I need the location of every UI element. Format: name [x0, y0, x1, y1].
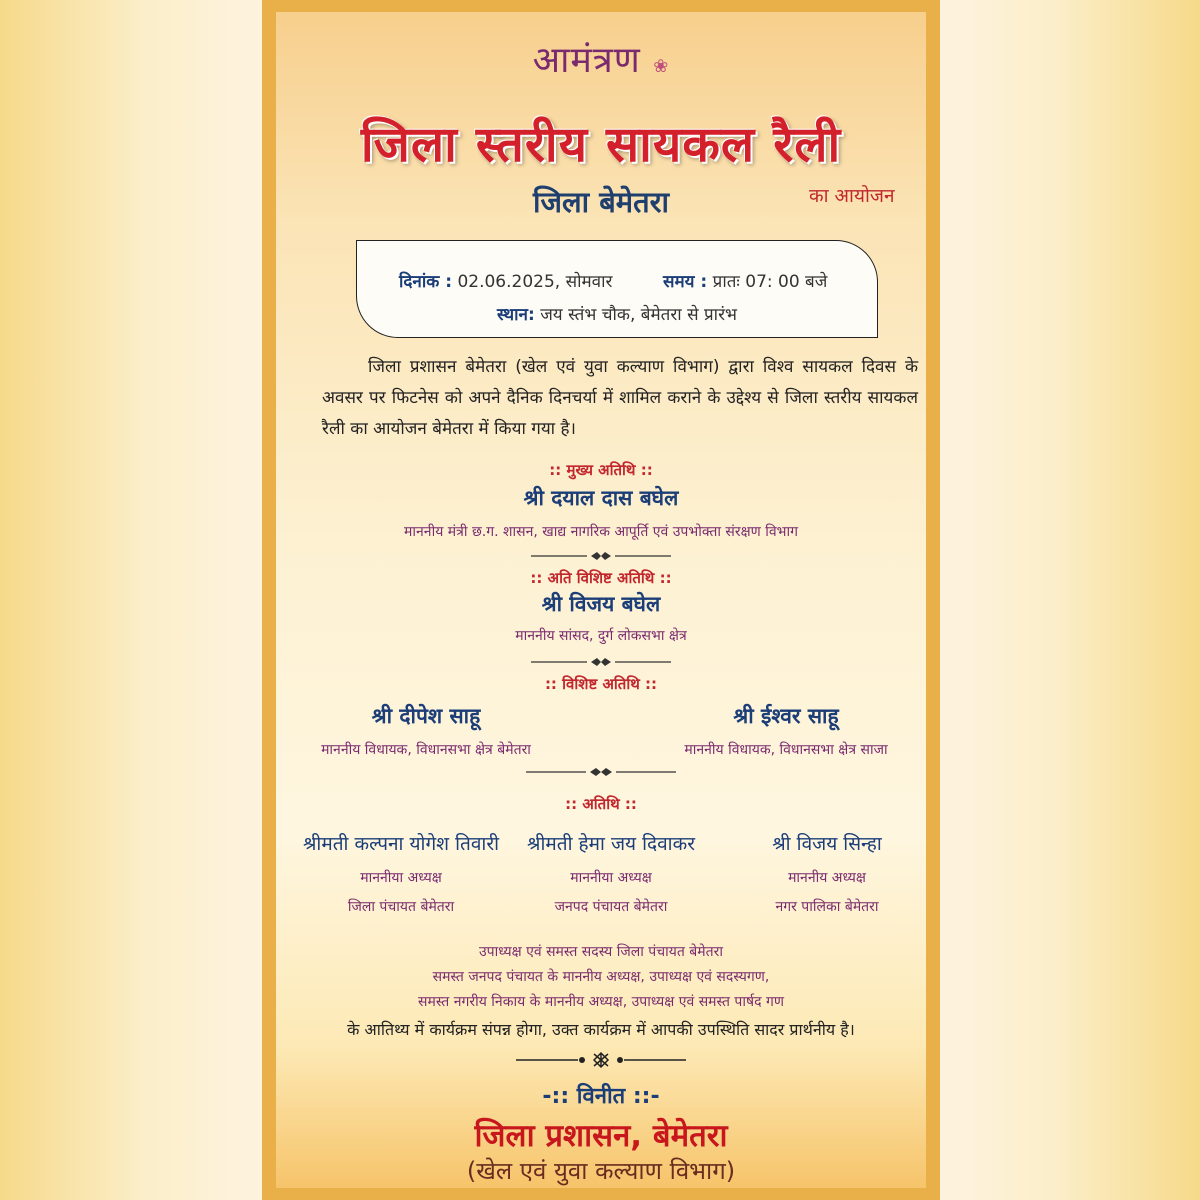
footer-line: समस्त जनपद पंचायत के माननीय अध्यक्ष, उपाध्यक्ष एवं सदस्यगण, [432, 969, 770, 985]
guest-2 [506, 830, 716, 916]
event-subtitle: का आयोजन [809, 185, 895, 207]
guest-name: श्री विजय सिन्हा [772, 833, 882, 855]
special-guests-heading: :: विशिष्ट अतिथि :: [544, 675, 658, 693]
date-time-box [356, 240, 878, 338]
divider-ornament [276, 1050, 926, 1062]
ornament-icon [531, 656, 671, 668]
divider-ornament [276, 550, 926, 562]
ornament-icon [531, 550, 671, 562]
organizer-name: जिला प्रशासन, बेमेतरा [474, 1118, 728, 1154]
amantran-logo [276, 34, 926, 83]
time-label: समय : [663, 272, 708, 292]
time-value: प्रातः 07: 00 बजे [712, 272, 828, 292]
intro-paragraph: जिला प्रशासन बेमेतरा (खेल एवं युवा कल्याण विभाग) द्वारा विश्व सायकल दिवस के अवसर पर फिटनेस को अपने दैनिक दिनचर्या में शामिल कराने के उद्देश्य से जिला स्तरीय सायकल रैली का आयोजन बेमेतरा में किया गया है। [322, 357, 918, 439]
special-guest-designation: माननीय विधायक, विधानसभा क्षेत्र साजा [684, 742, 888, 758]
footer-block [276, 940, 926, 1015]
special-guest-designation: माननीय विधायक, विधानसभा क्षेत्र बेमेतरा [321, 742, 531, 758]
guest-role: माननीया अध्यक्ष [360, 870, 442, 886]
organizer-department: (खेल एवं युवा कल्याण विभाग) [466, 1157, 736, 1185]
footer-request: के आतिथ्य में कार्यक्रम संपन्न होगा, उक्त कार्यक्रम में आपकी उपस्थिति सादर प्रार्थनीय है। [347, 1020, 855, 1039]
special-guest-name: श्री ईश्वर साहू [733, 704, 839, 728]
footer-line: समस्त नगरीय निकाय के माननीय अध्यक्ष, उपाध्यक्ष एवं समस्त पार्षद गण [418, 994, 784, 1010]
vineet-label: -:: विनीत ::- [542, 1084, 660, 1109]
venue-value: जय स्तंभ चौक, बेमेतरा से प्रारंभ [540, 305, 737, 325]
special-guest-2 [656, 702, 916, 759]
guest-org: नगर पालिका बेमेतरा [775, 899, 879, 915]
guest-name: श्रीमती हेमा जय दिवाकर [527, 833, 695, 855]
special-guest-1 [296, 702, 556, 759]
special-guest-name: श्री दीपेश साहू [371, 704, 481, 728]
venue-label: स्थान: [497, 305, 535, 325]
district-title: जिला बेमेतरा [532, 185, 670, 219]
guest-role: माननीया अध्यक्ष [570, 870, 652, 886]
guest-role: माननीय अध्यक्ष [788, 870, 866, 886]
guest-org: जनपद पंचायत बेमेतरा [554, 899, 668, 915]
chief-guest-heading: :: मुख्य अतिथि :: [549, 461, 653, 479]
invitation-inner [276, 12, 926, 1188]
very-special-guest-designation: माननीय सांसद, दुर्ग लोकसभा क्षेत्र [515, 628, 687, 644]
ornament-icon [516, 1050, 686, 1070]
chief-guest-name: श्री दयाल दास बघेल [523, 486, 679, 510]
divider-ornament [276, 656, 926, 668]
event-title: जिला स्तरीय सायकल रैली [360, 116, 842, 173]
flourish-icon: ❀ [653, 56, 670, 77]
ornament-icon [526, 766, 676, 778]
guests-heading: :: अतिथि :: [565, 795, 637, 813]
date-label: दिनांक : [399, 272, 453, 292]
guest-1 [276, 830, 526, 916]
guest-3 [722, 830, 926, 916]
guest-org: जिला पंचायत बेमेतरा [347, 899, 455, 915]
guest-name: श्रीमती कल्पना योगेश तिवारी [302, 833, 500, 855]
invitation-card [262, 0, 940, 1200]
very-special-guest-name: श्री विजय बघेल [541, 592, 661, 616]
very-special-guest-heading: :: अति विशिष्ट अतिथि :: [530, 569, 672, 587]
footer-line: उपाध्यक्ष एवं समस्त सदस्य जिला पंचायत बेमेतरा [478, 944, 724, 960]
divider-ornament [276, 766, 926, 778]
logo-text: आमंत्रण [532, 40, 641, 81]
date-value: 02.06.2025, सोमवार [457, 272, 613, 292]
chief-guest-designation: माननीय मंत्री छ.ग. शासन, खाद्य नागरिक आपूर्ति एवं उपभोक्ता संरक्षण विभाग [404, 524, 798, 540]
